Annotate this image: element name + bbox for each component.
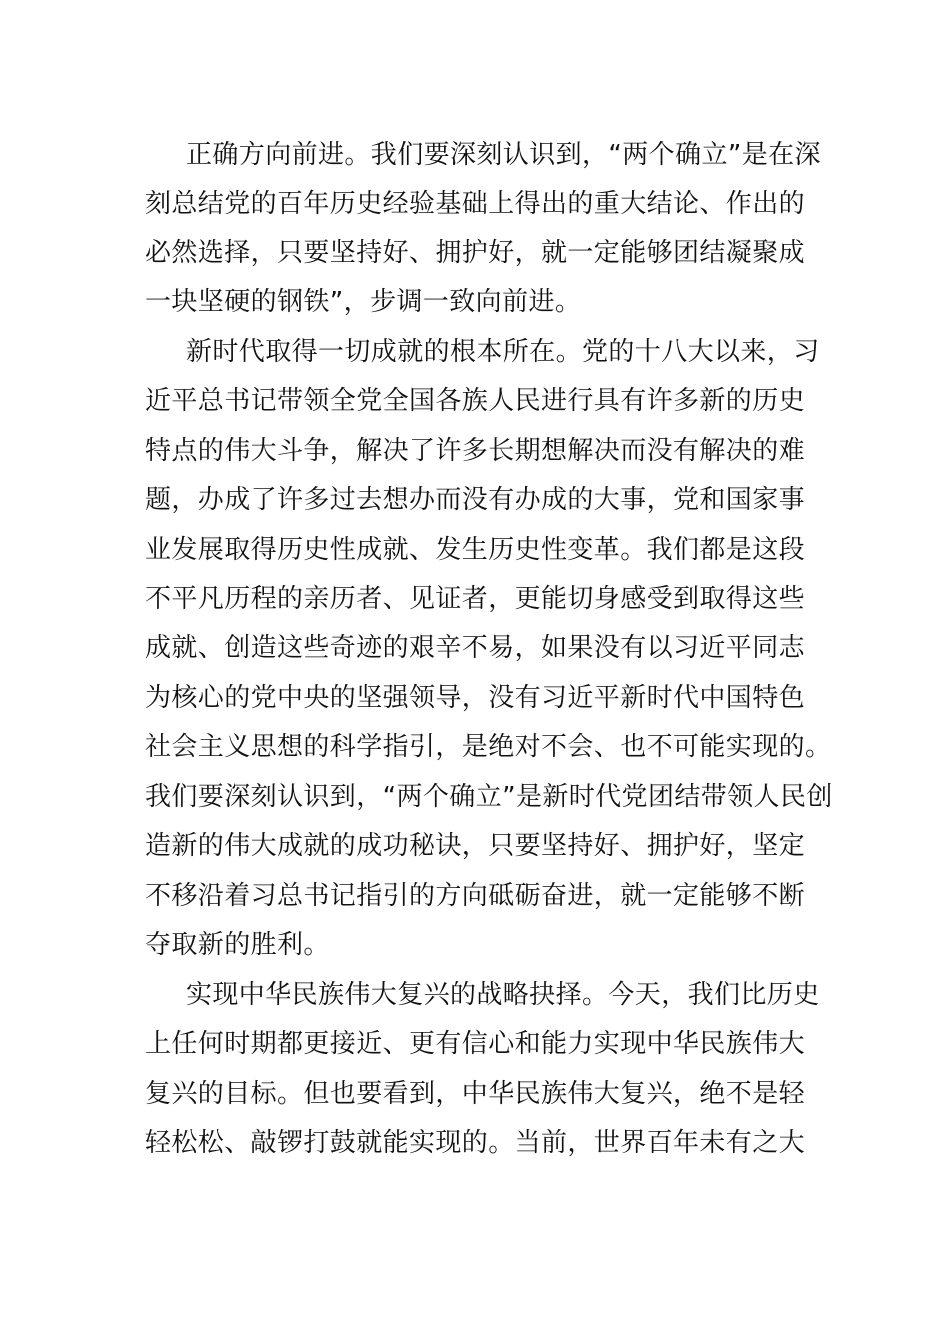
text-line: 题，办成了许多过去想办而没有办成的大事，党和国家事 [145,485,806,515]
text-line: 不移沿着习总书记指引的方向砥砺奋进，就一定能够不断 [145,881,806,911]
text-line: 正确方向前进。我们要深刻认识到，“两个确立”是在深 [186,140,821,170]
text-line: 业发展取得历史性成就、发生历史性变革。我们都是这段 [145,535,806,565]
text-line: 特点的伟大斗争，解决了许多长期想解决而没有解决的难 [145,436,806,466]
text-line: 我们要深刻认识到，“两个确立”是新时代党团结带领人民创 [145,782,833,812]
text-line: 成就、创造这些奇迹的艰辛不易，如果没有以习近平同志 [145,633,806,663]
text-line: 造新的伟大成就的成功秘诀，只要坚持好、拥护好，坚定 [145,831,806,861]
text-line: 一块坚硬的钢铁”，步调一致向前进。 [145,287,582,317]
text-line: 复兴的目标。但也要看到，中华民族伟大复兴，绝不是轻 [145,1079,806,1109]
text-line: 实现中华民族伟大复兴的战略抉择。今天，我们比历史 [186,980,820,1010]
text-line: 社会主义思想的科学指引，是绝对不会、也不可能实现的。 [145,732,832,762]
text-line: 为核心的党中央的坚强领导，没有习近平新时代中国特色 [145,683,806,713]
text-line: 近平总书记带领全党全国各族人民进行具有许多新的历史 [145,386,806,416]
text-line: 刻总结党的百年历史经验基础上得出的重大结论、作出的 [145,189,806,219]
text-line: 新时代取得一切成就的根本所在。党的十八大以来，习 [186,337,820,367]
text-line: 不平凡历程的亲历者、见证者，更能切身感受到取得这些 [145,584,806,614]
text-line: 上任何时期都更接近、更有信心和能力实现中华民族伟大 [145,1029,806,1059]
text-line: 夺取新的胜利。 [145,930,330,960]
text-line: 轻松松、敲锣打鼓就能实现的。当前，世界百年未有之大 [145,1128,806,1158]
text-line: 必然选择，只要坚持好、拥护好，就一定能够团结凝聚成 [145,238,806,268]
